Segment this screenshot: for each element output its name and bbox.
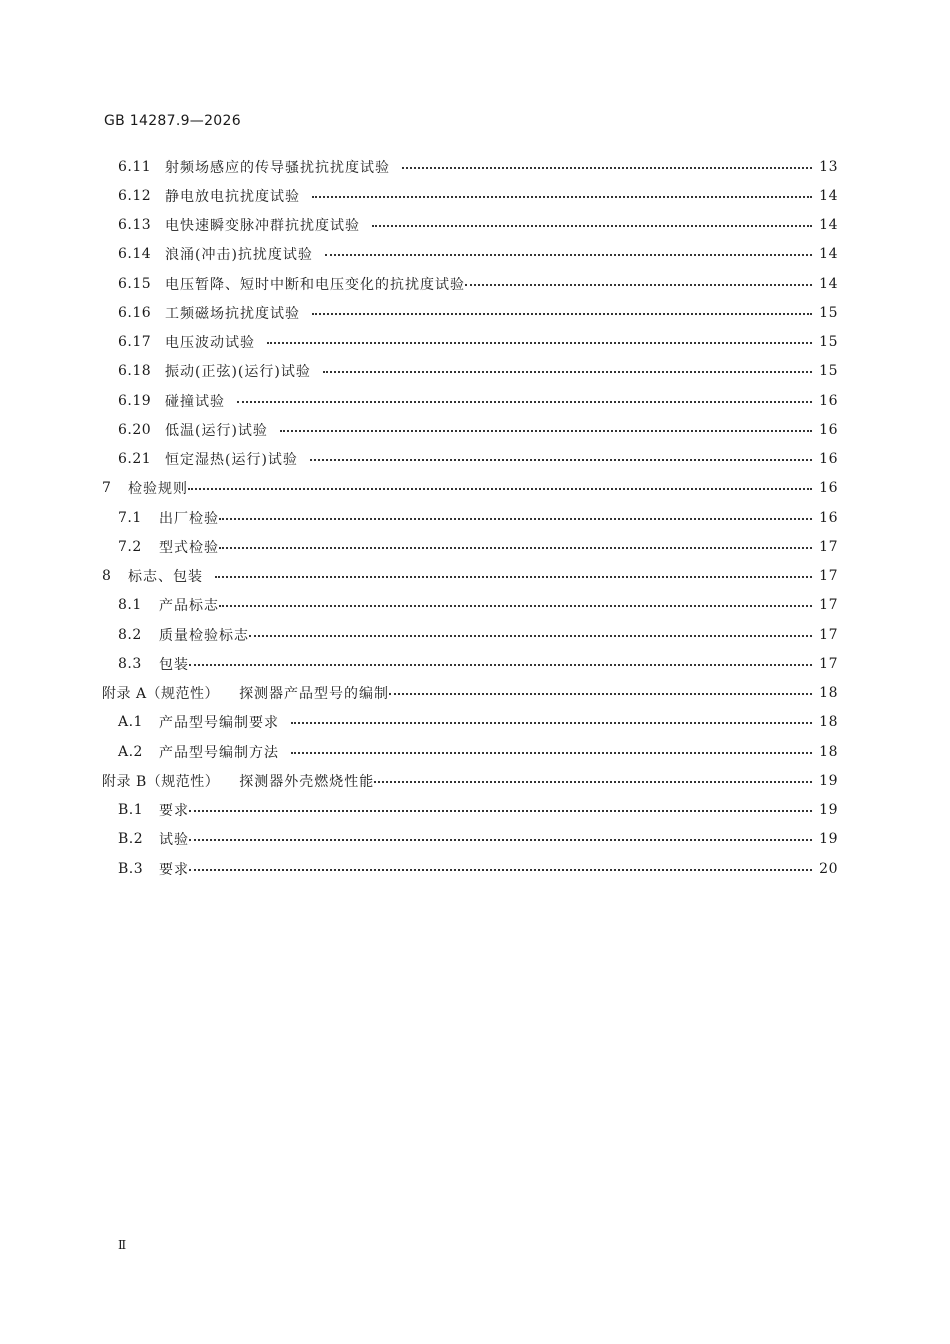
- toc-entry-title: 产品型号编制方法: [159, 744, 279, 761]
- toc-entry-title: 电快速瞬变脉冲群抗扰度试验: [165, 218, 360, 235]
- toc-entry-6-16[interactable]: [102, 298, 838, 327]
- toc-entry-page: 19: [819, 772, 838, 789]
- toc-entry-6-11[interactable]: [102, 152, 838, 181]
- dot-leader: [189, 657, 812, 671]
- toc-entry-number: 6.16: [118, 304, 152, 321]
- toc-entry-page: 16: [819, 480, 838, 497]
- dot-leader: [219, 540, 812, 554]
- toc-entry-number: 8.1: [118, 597, 142, 614]
- dot-leader: [215, 569, 812, 583]
- toc-entry-6-13[interactable]: [102, 211, 838, 240]
- toc-entry-title: 产品型号编制要求: [159, 715, 279, 732]
- toc-entry-number: 6.19: [118, 392, 152, 409]
- toc-entry-title: 射频场感应的传导骚扰抗扰度试验: [165, 159, 390, 176]
- dot-leader: [189, 803, 812, 817]
- toc-entry-6-14[interactable]: [102, 240, 838, 269]
- toc-entry-title: 产品标志: [159, 598, 219, 615]
- toc-entry-page: 15: [819, 334, 838, 351]
- dot-leader: [267, 335, 812, 349]
- toc-entry-title: 探测器产品型号的编制: [239, 686, 390, 703]
- toc-entry-6-15[interactable]: [102, 269, 838, 298]
- toc-entry-number: B.2: [118, 831, 144, 848]
- dot-leader: [465, 277, 812, 291]
- toc-entry-title: 检验规则: [128, 481, 188, 498]
- toc-entry-6-12[interactable]: [102, 181, 838, 210]
- toc-entry-page: 14: [819, 275, 838, 292]
- toc-entry-6-20[interactable]: [102, 415, 838, 444]
- toc-entry-a-1[interactable]: [102, 708, 838, 737]
- toc-entry-page: 16: [819, 509, 838, 526]
- toc-entry-number: A.1: [118, 714, 143, 731]
- toc-entry-page: 17: [819, 597, 838, 614]
- toc-entry-title: 标志、包装: [128, 569, 203, 586]
- toc-entry-page: 20: [819, 860, 838, 877]
- dot-leader: [323, 364, 812, 378]
- toc-entry-8-3[interactable]: [102, 649, 838, 678]
- toc-entry-annex-b[interactable]: [102, 766, 838, 795]
- toc-entry-8-2[interactable]: [102, 620, 838, 649]
- toc-entry-number: B.1: [118, 802, 144, 819]
- toc-entry-title: 出厂检验: [159, 510, 219, 527]
- toc-entry-number: 附录 B（规范性）: [102, 773, 220, 790]
- toc-entry-number: 6.15: [118, 275, 152, 292]
- toc-entry-8[interactable]: [102, 562, 838, 591]
- toc-entry-title: 静电放电抗扰度试验: [165, 188, 300, 205]
- toc-entry-page: 14: [819, 217, 838, 234]
- toc-entry-title: 低温(运行)试验: [165, 422, 268, 439]
- toc-entry-6-18[interactable]: [102, 357, 838, 386]
- toc-entry-page: 13: [819, 158, 838, 175]
- toc-entry-number: 6.11: [118, 158, 152, 175]
- toc-entry-6-21[interactable]: [102, 445, 838, 474]
- toc-entry-title: 探测器外壳燃烧性能: [239, 773, 375, 790]
- toc-entry-page: 14: [819, 246, 838, 263]
- toc-entry-number: 6.12: [118, 187, 152, 204]
- toc-entry-page: 15: [819, 304, 838, 321]
- toc-entry-title: 电压暂降、短时中断和电压变化的抗扰度试验: [165, 276, 465, 293]
- toc-entry-b-1[interactable]: [102, 796, 838, 825]
- toc-entry-number: 6.17: [118, 334, 152, 351]
- toc-entry-b-2[interactable]: [102, 825, 838, 854]
- dot-leader: [291, 745, 812, 759]
- toc-entry-number: 附录 A（规范性）: [102, 686, 220, 703]
- toc-entry-8-1[interactable]: [102, 591, 838, 620]
- toc-entry-title: 试验: [159, 832, 189, 849]
- toc-entry-title: 浪涌(冲击)抗扰度试验: [165, 247, 313, 264]
- toc-entry-page: 15: [819, 363, 838, 380]
- toc-entry-number: 6.21: [118, 451, 152, 468]
- toc-entry-title: 要求: [159, 803, 189, 820]
- toc-entry-7[interactable]: [102, 474, 838, 503]
- toc-entry-6-19[interactable]: [102, 386, 838, 415]
- toc-entry-number: 6.14: [118, 246, 152, 263]
- dot-leader: [280, 423, 812, 437]
- toc-entry-title: 包装: [159, 656, 189, 673]
- toc-entry-page: 17: [819, 626, 838, 643]
- toc-entry-number: 6.20: [118, 421, 152, 438]
- toc-entry-number: 7.2: [118, 538, 142, 555]
- dot-leader: [325, 247, 812, 261]
- toc-entry-7-2[interactable]: [102, 532, 838, 561]
- dot-leader: [312, 306, 812, 320]
- toc-entry-title: 恒定湿热(运行)试验: [165, 452, 298, 469]
- toc-entry-number: 6.13: [118, 217, 152, 234]
- dot-leader: [219, 511, 812, 525]
- table-of-contents: [102, 152, 838, 883]
- dot-leader: [189, 832, 812, 846]
- toc-entry-title: 工频磁场抗扰度试验: [165, 305, 300, 322]
- toc-entry-page: 17: [819, 538, 838, 555]
- toc-entry-page: 19: [819, 831, 838, 848]
- toc-entry-6-17[interactable]: [102, 328, 838, 357]
- toc-entry-number: 8: [102, 568, 112, 585]
- toc-entry-page: 18: [819, 685, 838, 702]
- toc-entry-page: 17: [819, 568, 838, 585]
- toc-entry-number: 7: [102, 480, 112, 497]
- dot-leader: [219, 598, 812, 612]
- toc-entry-title: 质量检验标志: [159, 627, 249, 644]
- toc-entry-number: 6.18: [118, 363, 152, 380]
- toc-entry-a-2[interactable]: [102, 737, 838, 766]
- dot-leader: [188, 481, 812, 495]
- dot-leader: [312, 189, 812, 203]
- toc-entry-page: 14: [819, 187, 838, 204]
- toc-entry-7-1[interactable]: [102, 503, 838, 532]
- toc-entry-title: 振动(正弦)(运行)试验: [165, 364, 311, 381]
- toc-entry-page: 18: [819, 743, 838, 760]
- toc-entry-page: 16: [819, 451, 838, 468]
- page-folio: Ⅱ: [118, 1238, 127, 1252]
- toc-entry-number: 7.1: [118, 509, 142, 526]
- toc-entry-page: 16: [819, 392, 838, 409]
- toc-entry-b-3[interactable]: [102, 854, 838, 883]
- dot-leader: [402, 160, 812, 174]
- toc-entry-number: A.2: [118, 743, 143, 760]
- toc-entry-title: 型式检验: [159, 539, 219, 556]
- dot-leader: [310, 452, 812, 466]
- toc-entry-page: 18: [819, 714, 838, 731]
- dot-leader: [189, 862, 812, 876]
- dot-leader: [389, 686, 812, 700]
- dot-leader: [249, 628, 812, 642]
- toc-entry-number: B.3: [118, 860, 144, 877]
- dot-leader: [291, 715, 812, 729]
- dot-leader: [372, 218, 812, 232]
- toc-entry-page: 17: [819, 655, 838, 672]
- dot-leader: [374, 774, 812, 788]
- document-code: GB 14287.9—2026: [104, 113, 241, 129]
- toc-entry-title: 碰撞试验: [165, 393, 225, 410]
- toc-entry-title: 电压波动试验: [165, 335, 255, 352]
- toc-entry-page: 16: [819, 421, 838, 438]
- toc-entry-page: 19: [819, 802, 838, 819]
- dot-leader: [237, 394, 812, 408]
- toc-entry-number: 8.2: [118, 626, 142, 643]
- toc-entry-title: 要求: [159, 861, 189, 878]
- toc-entry-number: 8.3: [118, 655, 142, 672]
- toc-entry-annex-a[interactable]: [102, 679, 838, 708]
